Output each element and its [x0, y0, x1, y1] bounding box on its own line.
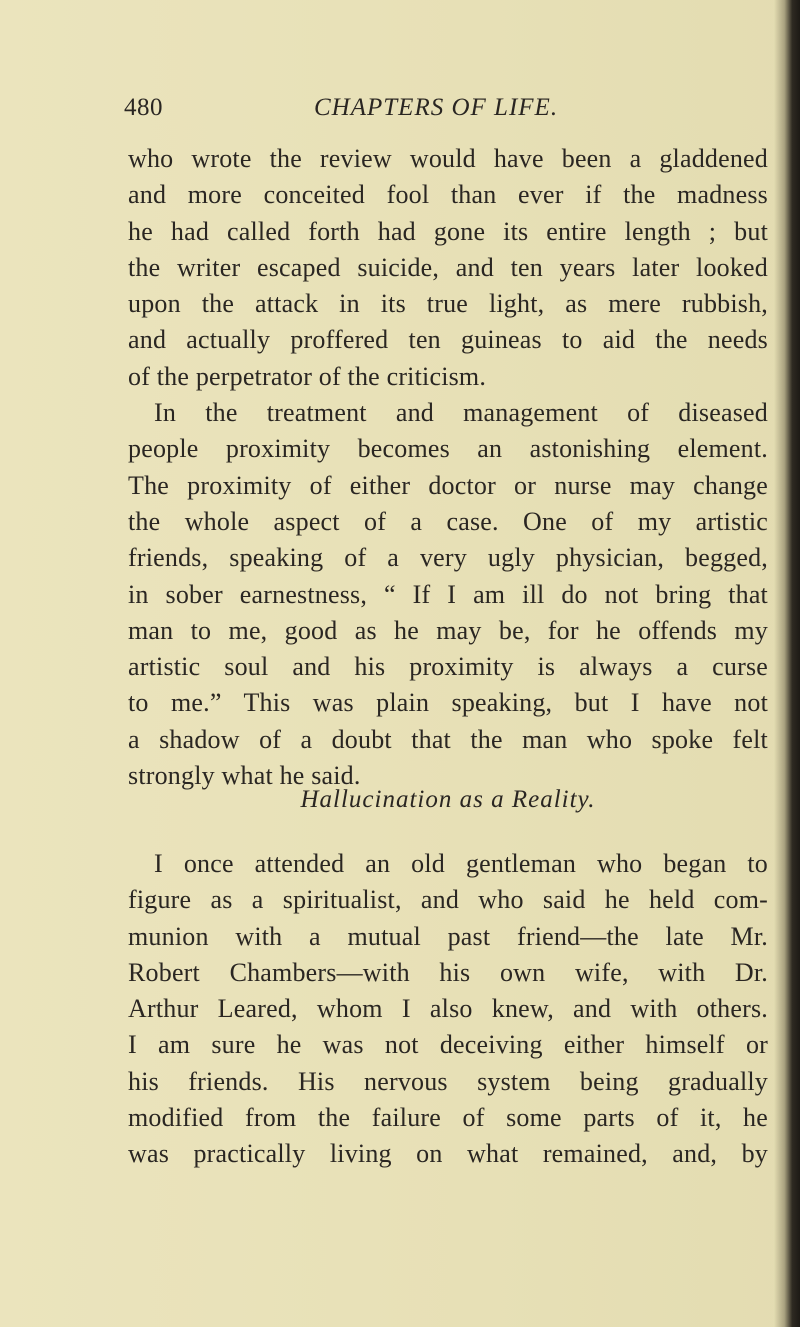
paragraph-1: [128, 141, 768, 395]
text-line: his friends. His nervous system being gradually: [128, 1066, 768, 1096]
paragraph-3: [128, 846, 768, 1173]
section-heading-wrap: [128, 786, 768, 814]
text-line: who wrote the review would have been a gladdened: [128, 144, 768, 173]
text-line: and actually proffered ten guineas to aid the needs: [128, 325, 768, 355]
text-line: the whole aspect of a case. One of my artistic: [128, 506, 768, 536]
text-line: a shadow of a doubt that the man who spoke felt: [128, 724, 768, 754]
body-text-lower: [128, 846, 768, 1173]
text-line: I am sure he was not deceiving either himself or: [128, 1030, 768, 1060]
text-line: upon the attack in its true light, as mere rubbish,: [128, 289, 768, 319]
text-line: Arthur Leared, whom I also knew, and with others.: [128, 994, 768, 1024]
text-line: figure as a spiritualist, and who said he held com-: [128, 885, 768, 915]
text-line: the writer escaped suicide, and ten years later looked: [128, 252, 768, 282]
page-header: [124, 94, 760, 128]
text-line: In the treatment and management of diseased: [154, 398, 768, 428]
page-number: 480: [124, 94, 163, 121]
body-text-upper: [128, 141, 768, 794]
text-line: friends, speaking of a very ugly physician, begged,: [128, 543, 768, 573]
text-line: he had called forth had gone its entire length ; but: [128, 216, 768, 246]
text-line: I once attended an old gentleman who began to: [154, 849, 768, 878]
text-line: modified from the failure of some parts of it, he: [128, 1103, 768, 1133]
text-line: in sober earnestness, “ If I am ill do not bring that: [128, 579, 768, 609]
text-line: man to me, good as he may be, for he offends my: [128, 615, 768, 645]
text-line: and more conceited fool than ever if the madness: [128, 180, 768, 210]
section-heading: Hallucination as a Reality.: [300, 786, 596, 813]
text-line: artistic soul and his proximity is always a curse: [128, 652, 768, 682]
text-line: to me.” This was plain speaking, but I have not: [128, 688, 768, 718]
text-line: people proximity becomes an astonishing element.: [128, 434, 768, 464]
text-line: Robert Chambers—with his own wife, with Dr.: [128, 957, 768, 987]
text-line: The proximity of either doctor or nurse may change: [128, 470, 768, 500]
text-line: was practically living on what remained, and, by: [128, 1139, 768, 1169]
page-edge-shadow: [774, 0, 800, 1327]
text-line: strongly what he said.: [128, 761, 361, 791]
text-line: of the perpetrator of the criticism.: [128, 361, 487, 391]
paragraph-2: [128, 395, 768, 794]
running-title: CHAPTERS OF LIFE.: [314, 94, 559, 121]
text-line: munion with a mutual past friend—the late Mr.: [128, 921, 768, 951]
